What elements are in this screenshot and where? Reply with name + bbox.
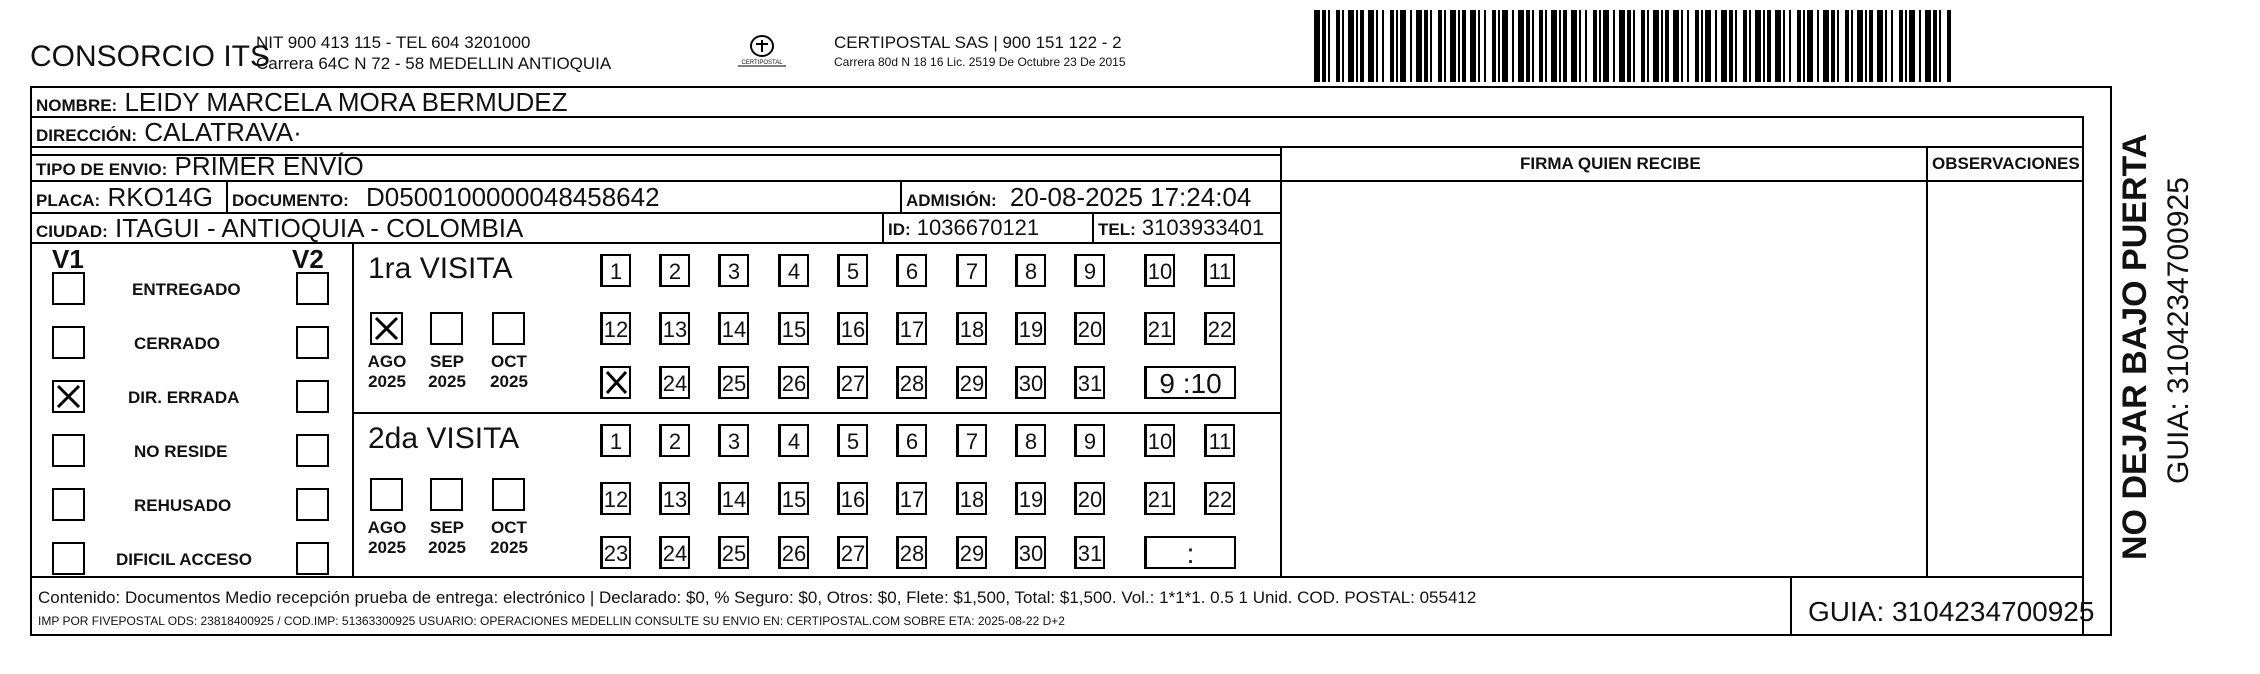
month-label [362, 352, 412, 392]
company-info [256, 32, 611, 74]
day-box[interactable]: 21 [1144, 312, 1175, 345]
month-year: 2025 [490, 372, 528, 391]
month-year: 2025 [490, 538, 528, 557]
day-box[interactable]: 10 [1144, 424, 1175, 457]
status-label: NO RESIDE [134, 442, 228, 461]
v1-checkbox[interactable] [52, 542, 85, 575]
day-box[interactable]: 31 [1074, 536, 1105, 569]
ciudad-value: ITAGUI - ANTIOQUIA - COLOMBIA [115, 213, 524, 243]
placa-row [36, 182, 213, 213]
admision-value: 20-08-2025 17:24:04 [1009, 182, 1252, 212]
barcode [1314, 10, 1950, 82]
v2-checkbox[interactable] [296, 326, 329, 359]
month-year: 2025 [368, 538, 406, 557]
day-box[interactable]: 25 [718, 366, 749, 399]
month-label [484, 518, 534, 558]
observaciones-header: OBSERVACIONES [1932, 154, 2080, 173]
ciudad-row [36, 213, 523, 244]
footer-impresion: IMP POR FIVEPOSTAL ODS: 23818400925 / COD.IMP: 51363300925 USUARIO: OPERACIONES MEDELLIN CONSULTE SU ENVIO EN: CERTIPOSTAL.COM SOBRE ETA: 2025-08-22 D+2 [38, 614, 1065, 628]
v2-checkbox[interactable] [296, 434, 329, 467]
day-box-checked[interactable] [600, 366, 631, 399]
tel-row [1098, 215, 1264, 241]
logo-caption: CERTIPOSTAL [741, 60, 783, 66]
day-box[interactable]: 11 [1204, 254, 1235, 287]
day-box[interactable]: 26 [778, 536, 809, 569]
day-box[interactable]: 13 [659, 482, 690, 515]
day-box[interactable]: 4 [778, 254, 809, 287]
visit2-title: 2da VISITA [368, 422, 520, 455]
v1-checkbox[interactable] [52, 272, 85, 305]
day-box[interactable]: 17 [896, 482, 927, 515]
day-box[interactable]: 7 [956, 424, 987, 457]
company-nit-line: NIT 900 413 115 - TEL 604 3201000 [256, 33, 531, 52]
day-box[interactable]: 30 [1015, 366, 1046, 399]
day-box[interactable]: 14 [718, 312, 749, 345]
month-checkbox-ago[interactable] [370, 312, 403, 345]
day-box[interactable]: 12 [600, 482, 631, 515]
documento-value: D0500100000048458642 [366, 182, 660, 212]
tel-label: TEL: [1098, 220, 1136, 239]
company-name: CONSORCIO ITS [30, 40, 271, 73]
day-box[interactable]: 27 [837, 366, 868, 399]
certipostal-nit-line: CERTIPOSTAL SAS | 900 151 122 - 2 [834, 33, 1122, 52]
day-box[interactable]: 6 [896, 424, 927, 457]
day-box[interactable]: 26 [778, 366, 809, 399]
time-box[interactable]: 9 :10 [1144, 366, 1236, 399]
day-box[interactable]: 3 [718, 424, 749, 457]
no-dejar-warning: NO DEJAR BAJO PUERTA [2116, 133, 2154, 560]
id-label: ID: [888, 220, 911, 239]
day-box[interactable]: 14 [718, 482, 749, 515]
v1-checkbox[interactable] [52, 488, 85, 521]
month-checkbox-oct[interactable] [492, 478, 525, 511]
nombre-label: NOMBRE: [36, 96, 118, 115]
v1-checkbox[interactable] [52, 434, 85, 467]
day-box[interactable]: 2 [659, 424, 690, 457]
day-box[interactable]: 9 [1074, 254, 1105, 287]
v2-checkbox[interactable] [296, 380, 329, 413]
certipostal-info [834, 32, 1126, 71]
footer-guia: GUIA: 3104234700925 [1808, 596, 2095, 627]
v2-checkbox[interactable] [296, 488, 329, 521]
admision-row [906, 182, 1251, 213]
firma-header: FIRMA QUIEN RECIBE [1520, 154, 1701, 173]
nombre-value: LEIDY MARCELA MORA BERMUDEZ [124, 87, 568, 117]
month-year: 2025 [368, 372, 406, 391]
day-box[interactable]: 17 [896, 312, 927, 345]
day-box[interactable]: 20 [1074, 482, 1105, 515]
day-box[interactable]: 25 [718, 536, 749, 569]
v1-header: V1 [52, 244, 84, 274]
documento-label: DOCUMENTO: [232, 191, 349, 210]
tipo-value: PRIMER ENVÍO [174, 151, 364, 181]
footer-contenido: Contenido: Documentos Medio recepción prueba de entrega: electrónico | Declarado: $0, % Seguro: $0, Otros: $0, Flete: $1,500, Total: $1,500. Vol.: 1*1*1. 0.5 1 Unid. COD. POSTAL: 055412 [38, 588, 1477, 607]
status-label: DIFICIL ACCESO [116, 550, 253, 569]
day-box[interactable]: 27 [837, 536, 868, 569]
ciudad-label: CIUDAD: [36, 222, 108, 241]
direccion-value: CALATRAVA· [144, 117, 302, 147]
month-label [422, 518, 472, 558]
v1-checkbox[interactable] [52, 326, 85, 359]
day-box[interactable]: 2 [659, 254, 690, 287]
month-name: AGO [367, 352, 407, 371]
day-box[interactable]: 8 [1015, 254, 1046, 287]
day-box[interactable]: 22 [1204, 312, 1235, 345]
day-box[interactable]: 22 [1204, 482, 1235, 515]
v2-checkbox[interactable] [296, 272, 329, 305]
id-row [888, 215, 1039, 241]
day-box[interactable]: 19 [1015, 312, 1046, 345]
documento-row [232, 182, 660, 213]
status-label: CERRADO [134, 334, 220, 353]
certipostal-logo-icon [732, 30, 792, 74]
direccion-row [36, 117, 302, 148]
day-box[interactable]: 11 [1204, 424, 1235, 457]
direccion-label: DIRECCIÓN: [36, 126, 138, 145]
day-box[interactable]: 31 [1074, 366, 1105, 399]
v2-checkbox[interactable] [296, 542, 329, 575]
day-box[interactable]: 7 [956, 254, 987, 287]
month-year: 2025 [428, 538, 466, 557]
status-label: ENTREGADO [132, 280, 241, 299]
month-label [362, 518, 412, 558]
day-box[interactable]: 12 [600, 312, 631, 345]
day-box[interactable]: 10 [1144, 254, 1175, 287]
company-address-line: Carrera 64C N 72 - 58 MEDELLIN ANTIOQUIA [256, 54, 612, 73]
day-box[interactable]: 24 [659, 366, 690, 399]
day-box[interactable]: 16 [837, 482, 868, 515]
day-box[interactable]: 15 [778, 482, 809, 515]
month-name: AGO [367, 518, 407, 537]
month-checkbox-ago[interactable] [370, 478, 403, 511]
day-box[interactable]: 28 [896, 536, 927, 569]
day-box[interactable]: 8 [1015, 424, 1046, 457]
visit1-title: 1ra VISITA [368, 252, 513, 285]
day-box[interactable]: 18 [956, 312, 987, 345]
day-box[interactable]: 9 [1074, 424, 1105, 457]
month-checkbox-oct[interactable] [492, 312, 525, 345]
placa-value: RKO14G [107, 182, 213, 212]
certipostal-logo [732, 30, 792, 74]
month-name: OCT [491, 352, 527, 371]
month-checkbox-sep[interactable] [430, 312, 463, 345]
day-box[interactable]: 6 [896, 254, 927, 287]
id-value: 1036670121 [916, 215, 1040, 240]
month-name: SEP [429, 352, 465, 371]
tipo-row [36, 151, 364, 182]
v1-checkbox-checked[interactable] [52, 380, 85, 413]
day-box[interactable]: 5 [837, 254, 868, 287]
day-box[interactable]: 3 [718, 254, 749, 287]
tipo-label: TIPO DE ENVIO: [36, 160, 168, 179]
side-guia: GUIA: 3104234700925 [2162, 177, 2195, 484]
day-box[interactable]: 4 [778, 424, 809, 457]
day-box[interactable]: 21 [1144, 482, 1175, 515]
day-box[interactable]: 18 [956, 482, 987, 515]
day-box[interactable]: 1 [600, 424, 631, 457]
month-name: OCT [491, 518, 527, 537]
month-year: 2025 [428, 372, 466, 391]
month-label [422, 352, 472, 392]
tel-value: 3103933401 [1141, 215, 1265, 240]
certipostal-license-line: Carrera 80d N 18 16 Lic. 2519 De Octubre 23 De 2015 [834, 55, 1126, 69]
day-box[interactable]: 30 [1015, 536, 1046, 569]
status-label: DIR. ERRADA [128, 388, 240, 407]
admision-label: ADMISIÓN: [906, 191, 997, 210]
v2-header: V2 [292, 244, 324, 274]
placa-label: PLACA: [36, 191, 101, 210]
day-box[interactable]: 24 [659, 536, 690, 569]
month-label [484, 352, 534, 392]
barcode-bar [1947, 10, 1951, 82]
month-name: SEP [429, 518, 465, 537]
day-box[interactable]: 15 [778, 312, 809, 345]
nombre-row [36, 87, 568, 118]
day-box[interactable]: 23 [600, 536, 631, 569]
day-box[interactable]: 1 [600, 254, 631, 287]
day-box[interactable]: 19 [1015, 482, 1046, 515]
day-box[interactable]: 29 [956, 366, 987, 399]
day-box[interactable]: 16 [837, 312, 868, 345]
day-box[interactable]: 5 [837, 424, 868, 457]
day-box[interactable]: 13 [659, 312, 690, 345]
status-label: REHUSADO [134, 496, 232, 515]
month-checkbox-sep[interactable] [430, 478, 463, 511]
day-box[interactable]: 28 [896, 366, 927, 399]
time-box[interactable]: : [1144, 536, 1236, 569]
day-box[interactable]: 29 [956, 536, 987, 569]
day-box[interactable]: 20 [1074, 312, 1105, 345]
